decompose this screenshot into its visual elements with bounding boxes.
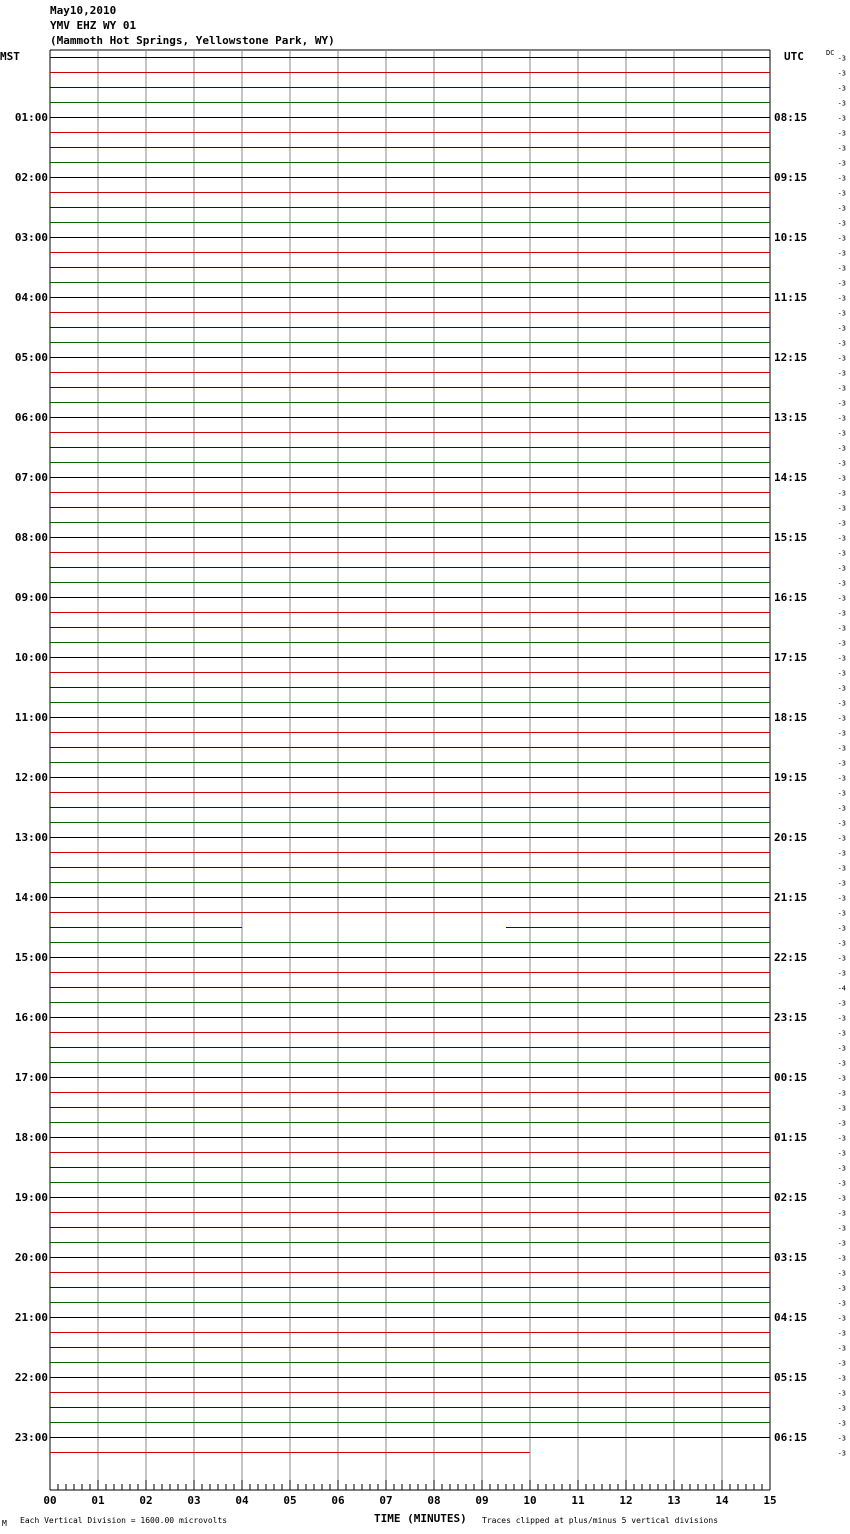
dc-offset-label: -3 (837, 144, 846, 153)
dc-offset-label: -3 (837, 1134, 846, 1143)
mst-hour-label: 06:00 (14, 411, 48, 424)
dc-offset-label: -3 (837, 1074, 846, 1083)
dc-offset-label: -3 (837, 1119, 846, 1128)
dc-offset-label: -3 (837, 219, 846, 228)
mst-hour-label: 17:00 (14, 1071, 48, 1084)
dc-offset-label: -3 (837, 459, 846, 468)
dc-offset-label: -3 (837, 204, 846, 213)
mst-hour-label: 07:00 (14, 471, 48, 484)
dc-offset-label: -4 (837, 984, 846, 993)
dc-offset-label: -3 (837, 1104, 846, 1113)
dc-offset-label: -3 (837, 159, 846, 168)
utc-hour-label: 03:15 (774, 1251, 808, 1264)
dc-offset-label: -3 (837, 504, 846, 513)
mst-hour-label: 16:00 (14, 1011, 48, 1024)
dc-offset-label: -3 (837, 669, 846, 678)
utc-hour-label: 01:15 (774, 1131, 808, 1144)
x-tick-label: 09 (475, 1494, 489, 1507)
mst-hour-label: 14:00 (14, 891, 48, 904)
dc-offset-label: -3 (837, 1149, 846, 1158)
dc-offset-label: -3 (837, 519, 846, 528)
mst-hour-label: 22:00 (14, 1371, 48, 1384)
mst-hour-label: 20:00 (14, 1251, 48, 1264)
dc-offset-label: -3 (837, 954, 846, 963)
right-timezone-label: UTC (784, 50, 804, 63)
dc-offset-label: -3 (837, 624, 846, 633)
dc-offset-label: -3 (837, 174, 846, 183)
dc-offset-label: -3 (837, 879, 846, 888)
dc-offset-label: -3 (837, 924, 846, 933)
x-tick-label: 02 (139, 1494, 153, 1507)
dc-offset-label: -3 (837, 789, 846, 798)
dc-offset-label: -3 (837, 1269, 846, 1278)
clip-note: Traces clipped at plus/minus 5 vertical divisions (482, 1516, 719, 1525)
mst-hour-label: 09:00 (14, 591, 48, 604)
utc-hour-label: 06:15 (774, 1431, 808, 1444)
dc-offset-label: -3 (837, 1059, 846, 1068)
dc-offset-label: -3 (837, 999, 846, 1008)
utc-hour-label: 13:15 (774, 411, 808, 424)
dc-offset-label: -3 (837, 414, 846, 423)
dc-offset-label: -3 (837, 324, 846, 333)
utc-hour-label: 04:15 (774, 1311, 808, 1324)
dc-offset-label: -3 (837, 114, 846, 123)
dc-offset-label: -3 (837, 864, 846, 873)
dc-offset-label: -3 (837, 279, 846, 288)
dc-offset-label: -3 (837, 579, 846, 588)
x-tick-label: 03 (187, 1494, 201, 1507)
dc-offset-label: -3 (837, 489, 846, 498)
dc-offset-label: -3 (837, 309, 846, 318)
chart-date: May10,2010 (50, 4, 117, 17)
corner-mark: M (2, 1519, 7, 1528)
dc-offset-label: -3 (837, 639, 846, 648)
dc-offset-label: -3 (837, 1389, 846, 1398)
dc-offset-label: -3 (837, 84, 846, 93)
dc-offset-label: -3 (837, 369, 846, 378)
dc-offset-label: -3 (837, 1374, 846, 1383)
dc-offset-label: -3 (837, 354, 846, 363)
dc-offset-label: -3 (837, 684, 846, 693)
dc-offset-label: -3 (837, 714, 846, 723)
dc-offset-label: -3 (837, 189, 846, 198)
mst-hour-label: 05:00 (14, 351, 48, 364)
dc-offset-label: -3 (837, 1089, 846, 1098)
dc-offset-label: -3 (837, 594, 846, 603)
utc-hour-label: 08:15 (774, 111, 808, 124)
dc-offset-label: -3 (837, 1029, 846, 1038)
utc-hour-label: 02:15 (774, 1191, 808, 1204)
x-axis-label: TIME (MINUTES) (374, 1512, 467, 1525)
dc-offset-label: -3 (837, 1299, 846, 1308)
dc-offset-label: -3 (837, 129, 846, 138)
dc-offset-label: -3 (837, 1164, 846, 1173)
utc-hour-label: 05:15 (774, 1371, 808, 1384)
dc-offset-label: -3 (837, 969, 846, 978)
dc-offset-label: -3 (837, 759, 846, 768)
dc-offset-label: -3 (837, 99, 846, 108)
x-tick-label: 01 (91, 1494, 105, 1507)
station-id: YMV EHZ WY 01 (50, 19, 137, 32)
x-tick-label: 00 (43, 1494, 57, 1507)
utc-hour-label: 17:15 (774, 651, 808, 664)
dc-offset-label: -3 (837, 1344, 846, 1353)
dc-offset-label: -3 (837, 234, 846, 243)
mst-hour-label: 11:00 (14, 711, 48, 724)
dc-offset-label: -3 (837, 1434, 846, 1443)
dc-offset-label: -3 (837, 699, 846, 708)
dc-offset-label: -3 (837, 1329, 846, 1338)
utc-hour-label: 16:15 (774, 591, 808, 604)
dc-offset-label: -3 (837, 534, 846, 543)
dc-offset-label: -3 (837, 1419, 846, 1428)
dc-offset-label: -3 (837, 1314, 846, 1323)
dc-offset-label: -3 (837, 429, 846, 438)
x-tick-label: 11 (571, 1494, 585, 1507)
dc-offset-label: -3 (837, 1239, 846, 1248)
dc-offset-label: -3 (837, 384, 846, 393)
dc-offset-label: -3 (837, 729, 846, 738)
mst-hour-label: 19:00 (14, 1191, 48, 1204)
dc-offset-label: -3 (837, 834, 846, 843)
dc-offset-label: -3 (837, 849, 846, 858)
dc-offset-header: DC (826, 49, 835, 57)
mst-hour-label: 03:00 (14, 231, 48, 244)
mst-hour-label: 08:00 (14, 531, 48, 544)
utc-hour-label: 21:15 (774, 891, 808, 904)
dc-offset-label: -3 (837, 1284, 846, 1293)
mst-hour-label: 02:00 (14, 171, 48, 184)
utc-hour-label: 09:15 (774, 171, 808, 184)
dc-offset-label: -3 (837, 1014, 846, 1023)
mst-hour-label: 10:00 (14, 651, 48, 664)
dc-offset-label: -3 (837, 549, 846, 558)
x-tick-label: 13 (667, 1494, 681, 1507)
utc-hour-label: 18:15 (774, 711, 808, 724)
utc-hour-label: 15:15 (774, 531, 808, 544)
scale-note: Each Vertical Division = 1600.00 microvolts (20, 1516, 228, 1525)
station-location: (Mammoth Hot Springs, Yellowstone Park, WY) (50, 34, 335, 47)
dc-offset-label: -3 (837, 654, 846, 663)
utc-hour-label: 10:15 (774, 231, 808, 244)
dc-offset-label: -3 (837, 294, 846, 303)
dc-offset-label: -3 (837, 819, 846, 828)
x-tick-label: 15 (763, 1494, 777, 1507)
dc-offset-label: -3 (837, 1254, 846, 1263)
dc-offset-label: -3 (837, 1179, 846, 1188)
x-tick-label: 04 (235, 1494, 249, 1507)
utc-hour-label: 11:15 (774, 291, 808, 304)
dc-offset-label: -3 (837, 444, 846, 453)
dc-offset-label: -3 (837, 69, 846, 78)
mst-hour-label: 15:00 (14, 951, 48, 964)
dc-offset-label: -3 (837, 1449, 846, 1458)
mst-hour-label: 12:00 (14, 771, 48, 784)
dc-offset-label: -3 (837, 474, 846, 483)
dc-offset-label: -3 (837, 774, 846, 783)
utc-hour-label: 20:15 (774, 831, 808, 844)
dc-offset-label: -3 (837, 894, 846, 903)
utc-hour-label: 12:15 (774, 351, 808, 364)
mst-hour-label: 18:00 (14, 1131, 48, 1144)
mst-hour-label: 01:00 (14, 111, 48, 124)
x-tick-label: 08 (427, 1494, 441, 1507)
x-tick-label: 14 (715, 1494, 729, 1507)
dc-offset-label: -3 (837, 609, 846, 618)
dc-offset-label: -3 (837, 1404, 846, 1413)
dc-offset-label: -3 (837, 1044, 846, 1053)
mst-hour-label: 21:00 (14, 1311, 48, 1324)
dc-offset-label: -3 (837, 339, 846, 348)
mst-hour-label: 04:00 (14, 291, 48, 304)
x-tick-label: 06 (331, 1494, 345, 1507)
dc-offset-label: -3 (837, 1359, 846, 1368)
utc-hour-label: 00:15 (774, 1071, 808, 1084)
dc-offset-label: -3 (837, 939, 846, 948)
dc-offset-label: -3 (837, 564, 846, 573)
dc-offset-label: -3 (837, 1224, 846, 1233)
left-timezone-label: MST (0, 50, 20, 63)
mst-hour-label: 13:00 (14, 831, 48, 844)
dc-offset-label: -3 (837, 54, 846, 63)
dc-offset-label: -3 (837, 249, 846, 258)
x-tick-label: 10 (523, 1494, 537, 1507)
mst-hour-label: 23:00 (14, 1431, 48, 1444)
dc-offset-label: -3 (837, 1209, 846, 1218)
dc-offset-label: -3 (837, 399, 846, 408)
dc-offset-label: -3 (837, 264, 846, 273)
x-tick-label: 07 (379, 1494, 393, 1507)
utc-hour-label: 23:15 (774, 1011, 808, 1024)
dc-offset-label: -3 (837, 909, 846, 918)
dc-offset-label: -3 (837, 804, 846, 813)
x-tick-label: 05 (283, 1494, 297, 1507)
dc-offset-label: -3 (837, 1194, 846, 1203)
x-tick-label: 12 (619, 1494, 633, 1507)
dc-offset-label: -3 (837, 744, 846, 753)
utc-hour-label: 22:15 (774, 951, 808, 964)
utc-hour-label: 14:15 (774, 471, 808, 484)
utc-hour-label: 19:15 (774, 771, 808, 784)
